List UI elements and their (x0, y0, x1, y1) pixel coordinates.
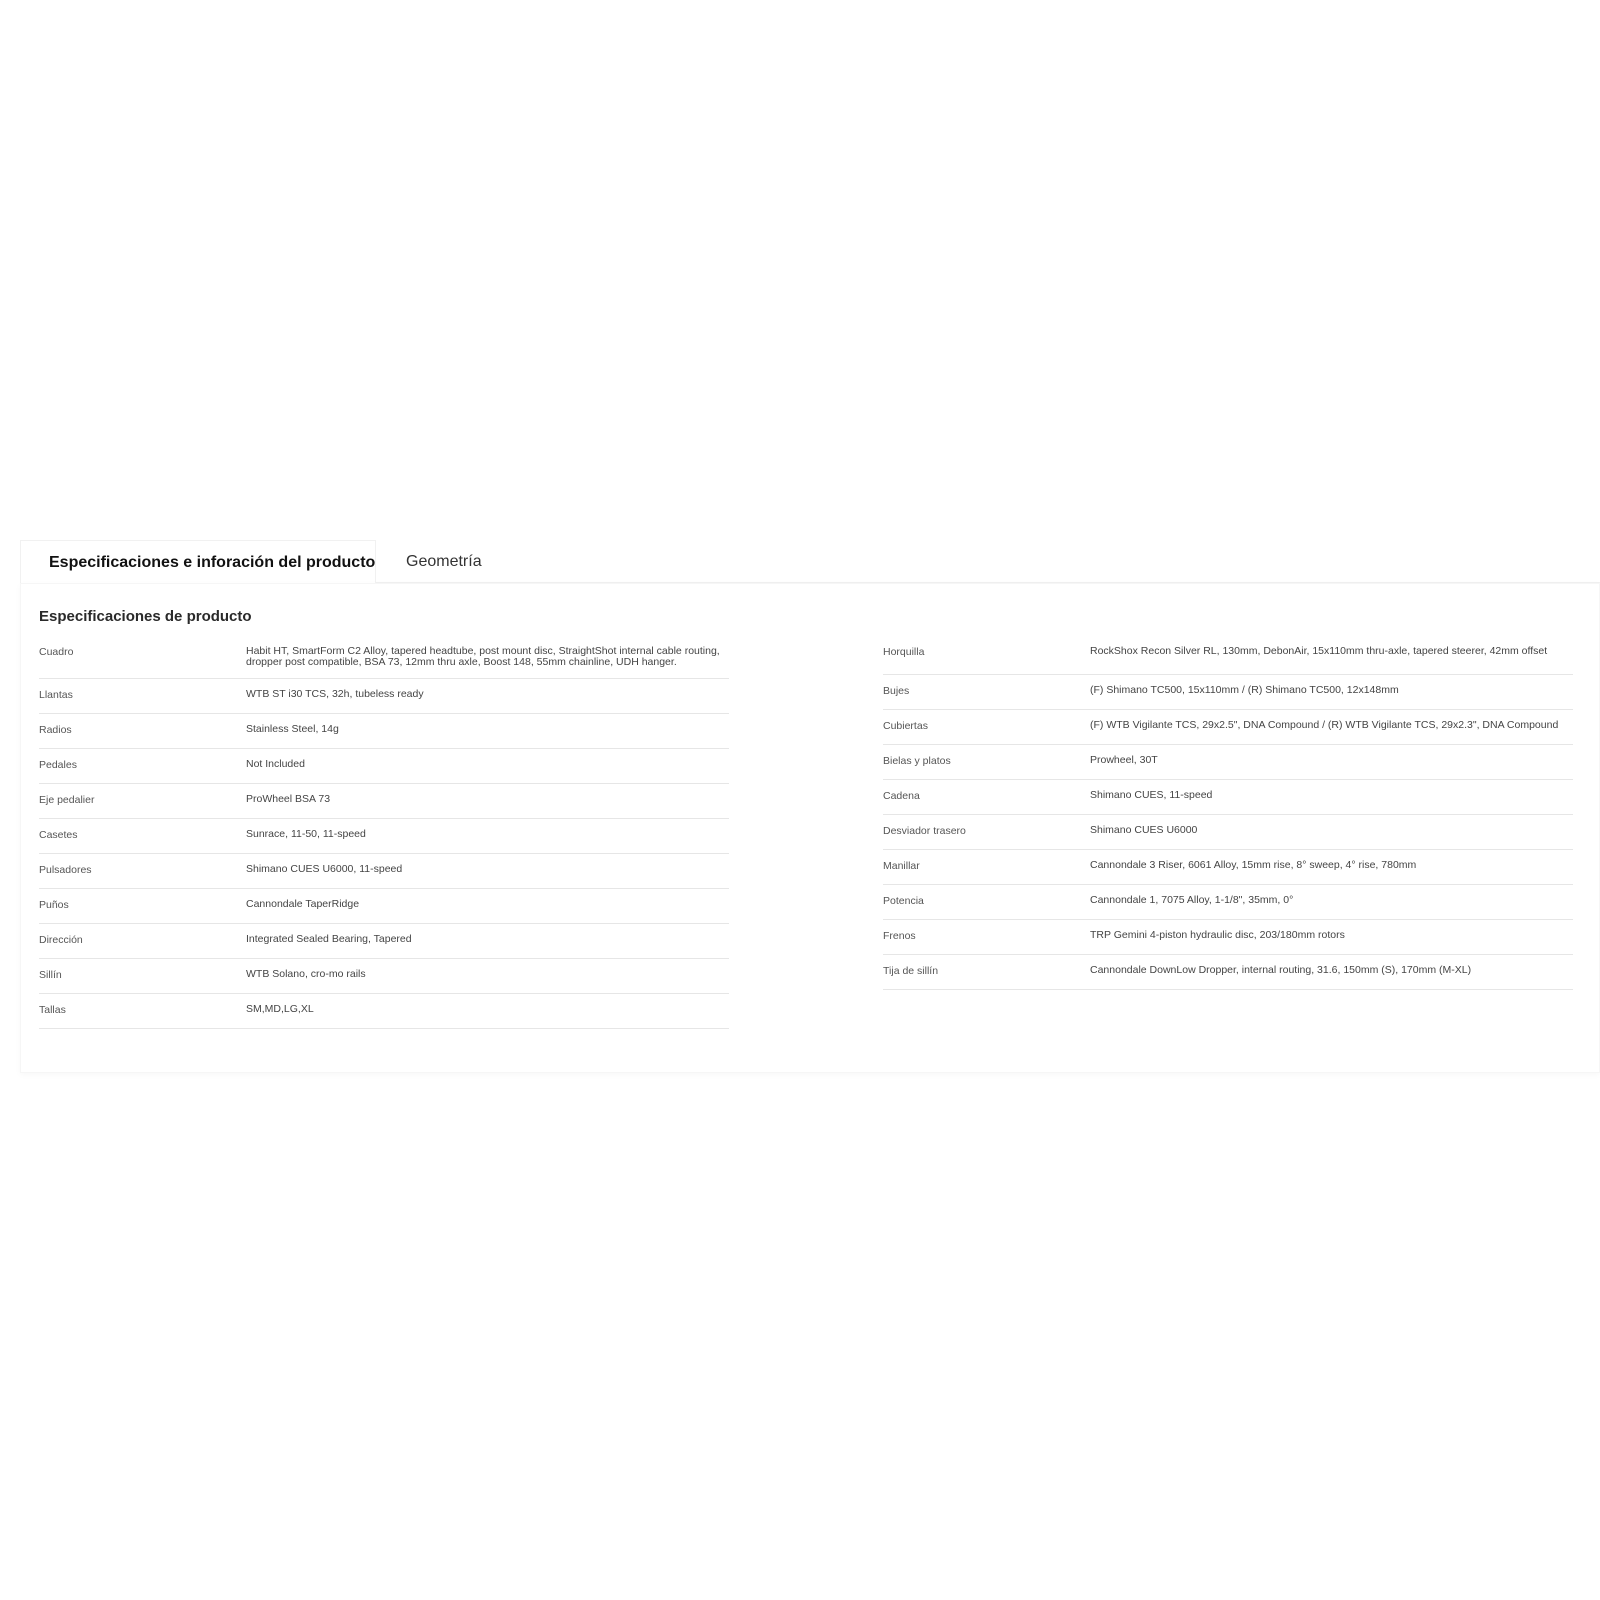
spec-list-left (39, 640, 729, 1029)
spec-label: Bielas y platos (883, 755, 951, 767)
spec-row (39, 889, 729, 924)
spec-value: TRP Gemini 4-piston hydraulic disc, 203/180mm rotors (1090, 929, 1345, 941)
spec-label: Cadena (883, 790, 920, 802)
spec-value: Shimano CUES, 11-speed (1090, 789, 1213, 801)
spec-label: Sillín (39, 969, 62, 981)
spec-row (883, 850, 1573, 885)
spec-row (39, 749, 729, 784)
spec-label: Pulsadores (39, 864, 92, 876)
spec-row (39, 714, 729, 749)
spec-value: WTB Solano, cro-mo rails (246, 968, 366, 980)
spec-value: Sunrace, 11-50, 11-speed (246, 828, 366, 840)
spec-value: Habit HT, SmartForm C2 Alloy, tapered headtube, post mount disc, StraightShot internal cable routing, dropper post compatible, BSA 73, 12mm thru axle, Boost 148, 55mm chainline, UDH hanger. (246, 645, 720, 668)
spec-label: Dirección (39, 934, 83, 946)
spec-value: (F) Shimano TC500, 15x110mm / (R) Shimano TC500, 12x148mm (1090, 684, 1399, 696)
spec-row (39, 640, 729, 679)
spec-row (883, 885, 1573, 920)
spec-value: Shimano CUES U6000 (1090, 824, 1198, 836)
spec-value: Cannondale 3 Riser, 6061 Alloy, 15mm rise, 8° sweep, 4° rise, 780mm (1090, 859, 1417, 871)
spec-row (883, 955, 1573, 990)
spec-row (39, 924, 729, 959)
spec-value: Prowheel, 30T (1090, 754, 1158, 766)
spec-label: Puños (39, 899, 69, 911)
spec-label: Frenos (883, 930, 916, 942)
spec-label: Eje pedalier (39, 794, 95, 806)
spec-value: Integrated Sealed Bearing, Tapered (246, 933, 412, 945)
spec-value: RockShox Recon Silver RL, 130mm, DebonAir, 15x110mm thru-axle, tapered steerer, 42mm offset (1090, 645, 1548, 657)
spec-row (39, 784, 729, 819)
spec-value: Not Included (246, 758, 305, 770)
tab-geometry[interactable]: Geometría (406, 553, 482, 570)
spec-label: Cubiertas (883, 720, 928, 732)
spec-row (883, 780, 1573, 815)
spec-label: Desviador trasero (883, 825, 966, 837)
spec-label: Potencia (883, 895, 924, 907)
spec-value: Shimano CUES U6000, 11-speed (246, 863, 403, 875)
spec-label: Horquilla (883, 646, 925, 658)
spec-label: Tallas (39, 1004, 66, 1016)
spec-row (883, 675, 1573, 710)
spec-label: Tija de sillín (883, 965, 939, 977)
spec-value: WTB ST i30 TCS, 32h, tubeless ready (246, 688, 424, 700)
spec-value: SM,MD,LG,XL (246, 1003, 314, 1015)
spec-value: (F) WTB Vigilante TCS, 29x2.5", DNA Compound / (R) WTB Vigilante TCS, 29x2.3", DNA Compound (1090, 719, 1559, 731)
spec-label: Cuadro (39, 646, 74, 658)
spec-list-right (883, 640, 1573, 990)
spec-row (39, 679, 729, 714)
spec-row (883, 920, 1573, 955)
spec-label: Llantas (39, 689, 73, 701)
spec-label: Radios (39, 724, 72, 736)
spec-label: Bujes (883, 685, 910, 697)
spec-row (883, 710, 1573, 745)
spec-value: Cannondale 1, 7075 Alloy, 1-1/8", 35mm, 0° (1090, 894, 1294, 906)
spec-row (39, 994, 729, 1029)
spec-value: Stainless Steel, 14g (246, 723, 339, 735)
spec-value: ProWheel BSA 73 (246, 793, 331, 805)
spec-row (883, 745, 1573, 780)
spec-label: Manillar (883, 860, 920, 872)
spec-row (883, 640, 1573, 675)
spec-label: Pedales (39, 759, 77, 771)
spec-row (883, 815, 1573, 850)
spec-label: Casetes (39, 829, 78, 841)
spec-value: Cannondale TaperRidge (246, 898, 360, 910)
spec-value: Cannondale DownLow Dropper, internal routing, 31.6, 150mm (S), 170mm (M-XL) (1090, 964, 1472, 976)
section-title: Especificaciones de producto (39, 608, 252, 625)
tab-specifications[interactable]: Especificaciones e inforación del producto (20, 540, 376, 583)
spec-row (39, 959, 729, 994)
spec-row (39, 819, 729, 854)
tab-strip (20, 540, 1600, 583)
spec-row (39, 854, 729, 889)
